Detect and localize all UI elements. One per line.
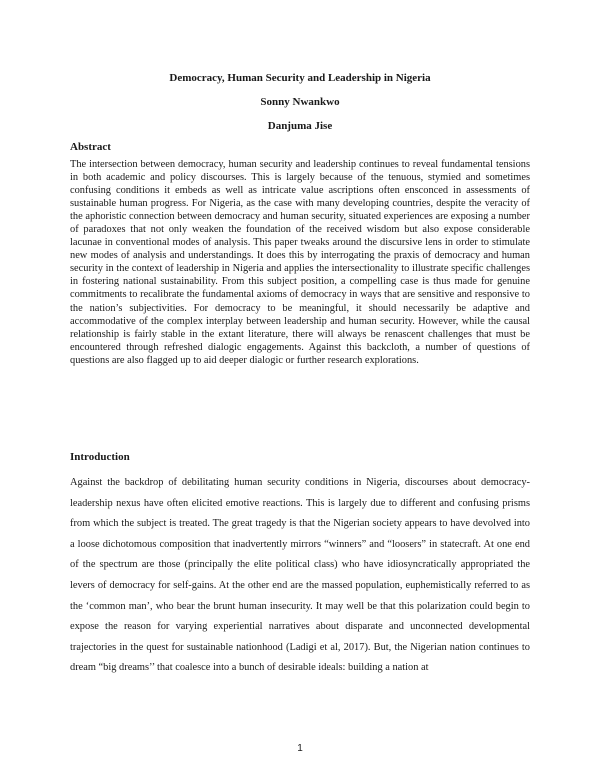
page-number: 1 xyxy=(297,743,303,754)
author-name: Sonny Nwankwo xyxy=(260,96,340,108)
abstract-text: The intersection between democracy, human security and leadership continues to reveal fundamental tensions in both academic and policy discourses. This is largely because of the tenuous, stymied and sometimes confusing conditions it embeds as well as intricate value ascriptions often ensconced in assessments of sustainable human progress. For Nigeria, as the case with many developing countries, despite the veracity of the aphoristic connection between democracy and human security, situated experiences are exposing a number of paradoxes that not only weaken the foundation of the received wisdom but also expose considerable lacunae in conventional modes of analysis. This paper tweaks around the discursive lens in order to stimulate new modes of analysis and understandings. It does this by interrogating the praxis of democracy and human security in the context of leadership in Nigeria and applies the intersectionality to illustrate specific challenges in fostering national sustainability. From this subject position, a compelling case is thus made for genuine commitments to recalibrate the fundamental axioms of democracy in ways that are sensitive and responsive to the nation’s subjectivities. For democracy to be meaningful, it should necessarily be adaptive and accommodative of the complex interplay between leadership and human security. However, while the causal relationship is fairly stable in the extant literature, there will always be renascent challenges that must be encountered through refreshed dialogic engagements. Against this backcloth, a number of questions of questions are also flagged up to aid deeper dialogic or further research explorations. xyxy=(70,159,530,366)
introduction-heading: Introduction xyxy=(70,451,130,463)
introduction-text: Against the backdrop of debilitating human security conditions in Nigeria, discourses about democracy-leadership nexus have often elicited emotive reactions. This is largely due to different and confusing prisms from which the subject is treated. The great tragedy is that the Nigerian society appears to have devolved into a loose dichotomous composition that inadvertently mirrors “winners” and “loosers” in statecraft. At one end of the spectrum are those (principally the elite political class) who have idiosyncratically appropriated the levers of democracy for self-gains. At the other end are the massed population, euphemistically referred to as the ‘common man’, who bear the brunt human insecurity. It may well be that this polarization could begin to expose the reason for varying experiential narratives about disparate and unconnected developmental trajectories in the quest for sustainable nationhood (Ladigi et al, 2017). But, the Nigerian nation continues to dream “big dreams’’ that coalesce into a bunch of desirable ideals: building a nation at xyxy=(70,477,530,674)
author-name: Danjuma Jise xyxy=(267,120,333,132)
abstract-heading: Abstract xyxy=(70,141,111,153)
paper-title: Democracy, Human Security and Leadership in Nigeria xyxy=(169,72,431,84)
